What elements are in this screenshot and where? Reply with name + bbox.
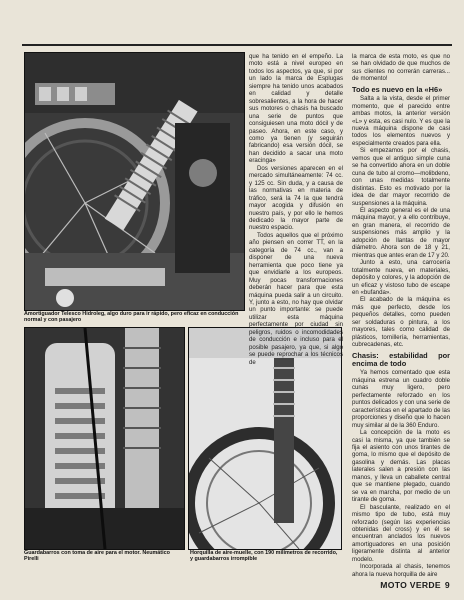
top-rule bbox=[22, 44, 452, 46]
right-paragraph: El basculante, realizado en el mismo tipo de tubo, está muy reforzado (según las experiencias obtenidas del cross) y en él se encuentran anclados los nuevos amortiguadores en una posición ligeramente distinta al anterior modelo. bbox=[352, 503, 450, 563]
right-paragraph: El aspecto general es el de una máquina mayor, y a ello contribuye, en gran manera, el recorrido de suspensiones más amplio y la adopción de llantas de mayor diámetro. Ahora son de 18 y 21, mientras que antes eran de 17 y 20. bbox=[352, 207, 450, 259]
page-footer bbox=[380, 580, 450, 590]
magazine-name: MOTO VERDE bbox=[380, 580, 441, 590]
right-paragraph: El acabado de la máquina es más que perfecto, desde los pequeños detalles, como pueden ser soldaduras o pintura, a los mayores, tales como calidad de plásticos, tornillería, herramientas, cubrecadenas, etc. bbox=[352, 296, 450, 349]
middle-paragraph: Todos aquellos que el próximo año piensen en correr TT, en la categoría de 74 cc., van a disponer de una nueva herramienta que poco tiene ya que envidiarle a los europeos. Muy pocas transformaciones deberán hacer para que esta máquina pueda salir a un circuito. Y, junto a esto, no hay que olvidar un punto importante: se puede utilizar esta máquina perfectamente por ciudad sin peligros, ruidos o incomodidades de conducción e incluso para el posible pasajero, ya que, si algo se puede reprochar a los técnicos de bbox=[249, 231, 343, 366]
article-column-right bbox=[352, 53, 450, 578]
right-paragraph: La concepción de la moto es casi la misma, ya que también se fija el asiento con unos tirantes de goma, lo mismo que el depósito de gasolina y demás. Las placas laterales salen a presión con las manos, y lleva un caballete central que se mantiene plegado, cuando se va en marcha, por medio de un tirante de goma. bbox=[352, 429, 450, 504]
caption-bottom-right-photo: Horquilla de aire-muelle, con 190 milímetros de recorrido, y guardabarros irrompible bbox=[190, 550, 338, 563]
right-paragraph: Salta a la vista, desde el primer momento, que el parecido entre ambas motos, la anterior versión «L» y esta, es casi nulo. Y es que la nueva máquina dispone de casi todos los elementos nuevos y especialmente creados para ella. bbox=[352, 95, 450, 147]
right-paragraph: Incorporada al chasis, tenemos ahora la nueva horquilla de aire bbox=[352, 563, 450, 578]
right-paragraph: Si empezamos por el chasis, vemos que el antiguo simple cuna se ha convertido ahora en un doble cuna de tubo al cromo—molibdeno, con unas medidas totalmente distintas. Esto es motivado por la idea de dar mayor recorrido de suspensiones a la máquina. bbox=[352, 147, 450, 207]
section-heading-chasis: Chasis: estabilidad por encima de todo bbox=[352, 350, 450, 369]
middle-paragraph: Dos versiones aparecen en el mercado simultáneamente: 74 cc. y 125 cc. Sin duda, y a causa de las normativas en materia de tráfico, será la 74 la que tendrá mayor acogida y difusión en nuestro país, y por ello le hemos dedicado la mayor parte de nuestro espacio. bbox=[249, 164, 343, 232]
caption-bottom-left-photo: Guardabarros con toma de aire para el motor. Neumático Pirelli bbox=[24, 550, 170, 563]
caption-top-photo: Amortiguador Telesco Hidroleg, algo duro para ir rápido, pero eficaz en conducción normal y con pasajero bbox=[24, 311, 239, 324]
right-paragraph: Ya hemos comentado que esta máquina estrena un cuadro doble cunas muy ligero, pero perfectamente reforzado en los puntos delicados y con una serie de características en el apartado de las proporciones y diseño que lo hacen muy similar al de la 360 Enduro. bbox=[352, 369, 450, 429]
right-paragraph: Junto a esto, una carrocería totalmente nueva, en materiales, depósito y colores, y la adopción de un eficaz y vistoso tubo de escape en «bufanda». bbox=[352, 259, 450, 296]
article-column-middle bbox=[249, 53, 343, 366]
photo-fender bbox=[24, 327, 185, 550]
right-intro-paragraph: la marca de esta moto, es que no se han olvidado de que muchos de sus clientes no correrán carreras... de momento! bbox=[352, 53, 450, 83]
section-heading-nuevo: Todo es nuevo en la «H6» bbox=[352, 84, 443, 94]
page-number: 9 bbox=[444, 580, 450, 590]
middle-paragraph: que ha tenido en el empeño. La moto está a nivel europeo en todos los aspectos, ya que, si por un lado la marca de Esplugas siempre ha tenido unos acabados en calidad y detalle sobresalientes, a la hora de hacer sus motores o chasis ha buscado una serie de puntos que consiguiesen una moto dócil y de paseo. Ahora, en este caso, y como ya tienen (y seguirán fabricando) esa versión dócil, se han decidido a sacar una moto eracinga» bbox=[249, 53, 343, 165]
photo-shock-absorber bbox=[24, 52, 245, 311]
